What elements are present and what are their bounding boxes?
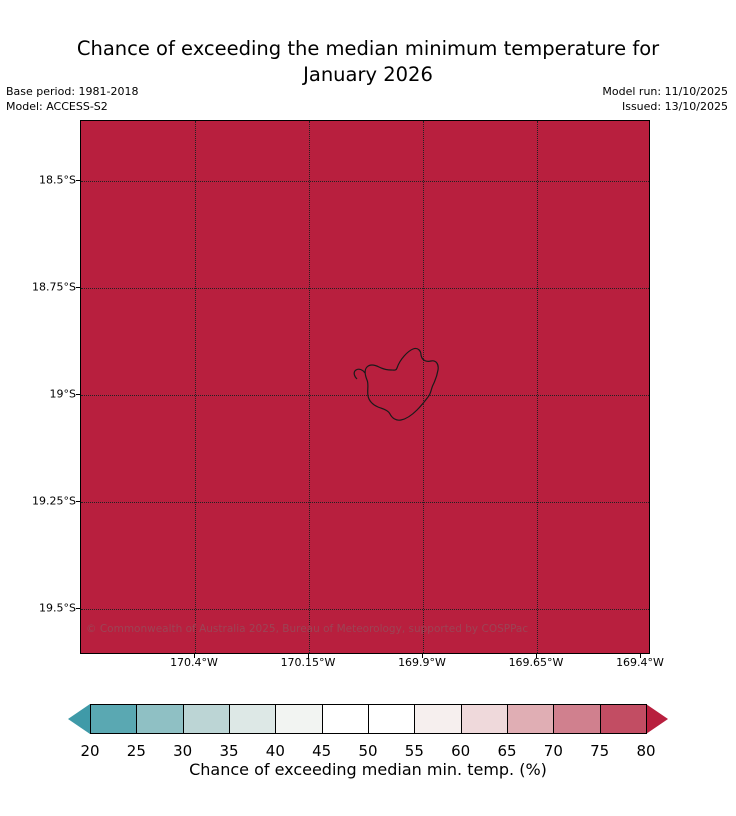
colorbar-tick-mark — [553, 704, 554, 734]
gridline-vertical — [423, 121, 424, 653]
colorbar-tick-label: 40 — [265, 742, 285, 760]
y-tick-label: 19.5°S — [39, 601, 76, 615]
colorbar-segment — [90, 704, 136, 734]
colorbar-tick-mark — [275, 704, 276, 734]
model-run-text: Model run: 11/10/2025 — [602, 85, 728, 98]
colorbar-tick-label: 45 — [312, 742, 332, 760]
colorbar-tick-mark — [414, 704, 415, 734]
colorbar-tick-label: 25 — [126, 742, 146, 760]
y-tick-mark — [76, 501, 80, 502]
colorbar-tick-label: 75 — [590, 742, 610, 760]
colorbar-tick-mark — [507, 704, 508, 734]
issued-text: Issued: 13/10/2025 — [621, 100, 728, 113]
y-tick-label: 19°S — [49, 387, 76, 401]
y-tick-label: 18.75°S — [32, 280, 76, 294]
gridline-horizontal — [81, 395, 649, 396]
colorbar-tick-label: 20 — [80, 742, 100, 760]
colorbar-segment — [322, 704, 368, 734]
x-tick-mark — [194, 654, 195, 658]
x-tick-mark — [640, 654, 641, 658]
gridline-horizontal — [81, 288, 649, 289]
colorbar-tick-label: 50 — [358, 742, 378, 760]
colorbar-tick-label: 80 — [636, 742, 656, 760]
y-tick-mark — [76, 180, 80, 181]
colorbar-tick-label: 60 — [451, 742, 471, 760]
x-tick-label: 169.65°W — [508, 656, 564, 669]
right-annotations — [602, 84, 728, 114]
colorbar-tick-label: 35 — [219, 742, 239, 760]
gridline-vertical — [537, 121, 538, 653]
x-tick-mark — [536, 654, 537, 658]
colorbar-segment — [183, 704, 229, 734]
colorbar-segment — [136, 704, 182, 734]
colorbar-tick-mark — [183, 704, 184, 734]
colorbar-tick-mark — [368, 704, 369, 734]
colorbar-segment — [414, 704, 460, 734]
gridline-horizontal — [81, 181, 649, 182]
y-tick-mark — [76, 608, 80, 609]
colorbar-tick-mark — [646, 704, 647, 734]
x-tick-label: 169.4°W — [616, 656, 664, 669]
colorbar-extend-high — [646, 704, 668, 734]
gridline-horizontal — [81, 502, 649, 503]
colorbar-tick-label: 55 — [404, 742, 424, 760]
colorbar-segment — [553, 704, 599, 734]
x-axis-labels — [80, 656, 664, 678]
colorbar-tick-label: 70 — [543, 742, 563, 760]
gridline-vertical — [195, 121, 196, 653]
y-tick-mark — [76, 394, 80, 395]
colorbar-tick-mark — [229, 704, 230, 734]
title-line-2: January 2026 — [303, 63, 433, 86]
x-tick-label: 170.15°W — [280, 656, 336, 669]
base-period-text: Base period: 1981-2018 — [6, 85, 139, 98]
x-tick-mark — [422, 654, 423, 658]
map-plot-area — [80, 120, 650, 654]
y-tick-mark — [76, 287, 80, 288]
colorbar-segment — [229, 704, 275, 734]
colorbar-tick-label: 65 — [497, 742, 517, 760]
left-annotations — [6, 84, 138, 114]
y-tick-label: 18.5°S — [39, 173, 76, 187]
colorbar-segment — [507, 704, 553, 734]
colorbar-tick-mark — [90, 704, 91, 734]
colorbar-segment — [600, 704, 646, 734]
colorbar-tick-mark — [600, 704, 601, 734]
gridline-vertical — [309, 121, 310, 653]
island-coastline-icon — [81, 121, 650, 654]
x-tick-mark — [308, 654, 309, 658]
x-tick-label: 169.9°W — [398, 656, 446, 669]
colorbar-tick-mark — [322, 704, 323, 734]
y-axis-labels — [0, 120, 76, 654]
x-tick-label: 170.4°W — [170, 656, 218, 669]
page-title — [0, 36, 736, 88]
colorbar-title: Chance of exceeding median min. temp. (%) — [189, 760, 547, 779]
y-tick-label: 19.25°S — [32, 494, 76, 508]
gridline-horizontal — [81, 609, 649, 610]
colorbar-tick-mark — [461, 704, 462, 734]
colorbar — [68, 704, 668, 760]
colorbar-section — [0, 698, 736, 816]
colorbar-extend-low — [68, 704, 90, 734]
colorbar-segment — [368, 704, 414, 734]
colorbar-tick-mark — [136, 704, 137, 734]
title-line-1: Chance of exceeding the median minimum temperature for — [76, 37, 660, 60]
colorbar-segment — [275, 704, 321, 734]
colorbar-tick-label: 30 — [173, 742, 193, 760]
model-text: Model: ACCESS-S2 — [6, 100, 108, 113]
copyright-credit: © Commonwealth of Australia 2025, Bureau of Meteorology, supported by COSPPac — [86, 623, 529, 635]
colorbar-segment — [461, 704, 507, 734]
